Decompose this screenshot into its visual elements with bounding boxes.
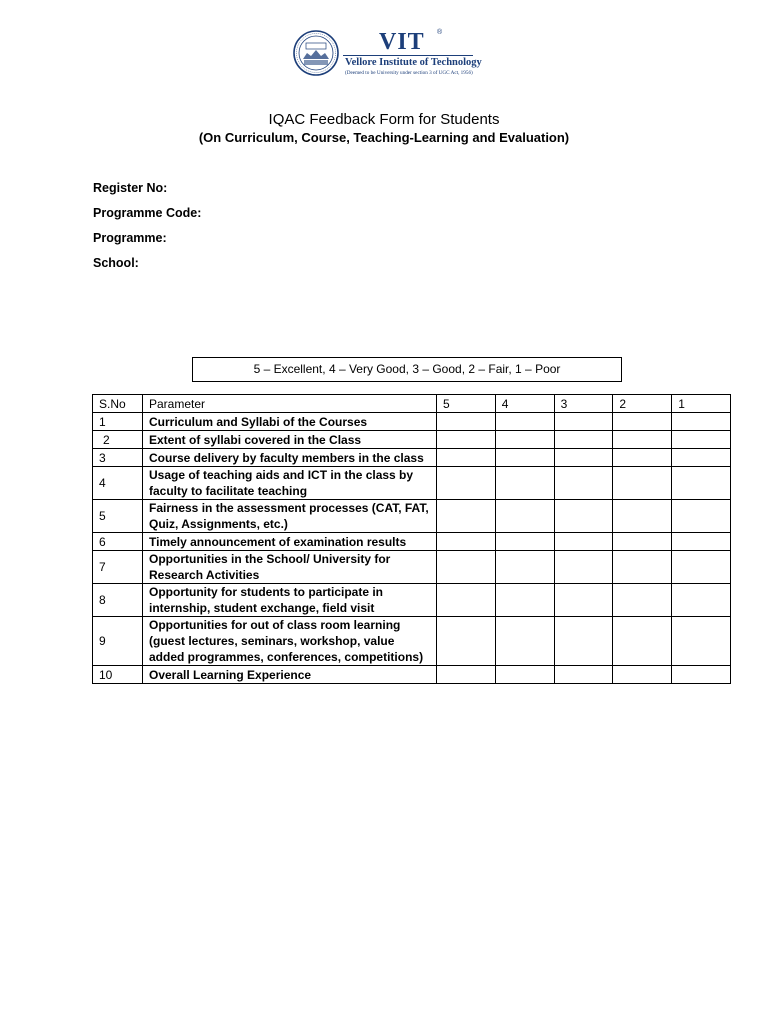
rating-cell-4[interactable]	[495, 533, 554, 551]
rating-cell-5[interactable]	[437, 449, 496, 467]
header-rating-4: 4	[495, 395, 554, 413]
row-parameter: Usage of teaching aids and ICT in the class by faculty to facilitate teaching	[143, 467, 437, 500]
logo-institute-name: Vellore Institute of Technology	[345, 57, 482, 68]
rating-cell-3[interactable]	[554, 666, 613, 684]
table-row	[93, 467, 731, 500]
logo-mark: VIT	[379, 29, 425, 55]
logo-deemed-note: (Deemed to be University under section 3 of UGC Act, 1956)	[345, 70, 473, 76]
field-programme-code: Programme Code:	[93, 206, 202, 220]
rating-cell-1[interactable]	[672, 666, 731, 684]
rating-cell-3[interactable]	[554, 413, 613, 431]
rating-cell-3[interactable]	[554, 617, 613, 666]
rating-cell-3[interactable]	[554, 467, 613, 500]
rating-cell-4[interactable]	[495, 551, 554, 584]
table-row	[93, 533, 731, 551]
field-programme: Programme:	[93, 231, 167, 245]
rating-legend: 5 – Excellent, 4 – Very Good, 3 – Good, 2 – Fair, 1 – Poor	[192, 357, 622, 382]
form-title: IQAC Feedback Form for Students	[268, 111, 500, 128]
row-parameter: Course delivery by faculty members in the class	[143, 449, 437, 467]
rating-cell-5[interactable]	[437, 500, 496, 533]
row-sno: 3	[93, 449, 143, 467]
rating-cell-3[interactable]	[554, 551, 613, 584]
row-sno: 2	[93, 431, 143, 449]
rating-cell-2[interactable]	[613, 449, 672, 467]
rating-cell-1[interactable]	[672, 500, 731, 533]
rating-cell-5[interactable]	[437, 413, 496, 431]
row-parameter: Curriculum and Syllabi of the Courses	[143, 413, 437, 431]
table-row	[93, 431, 731, 449]
table-row	[93, 666, 731, 684]
row-parameter: Opportunities in the School/ University for Research Activities	[143, 551, 437, 584]
row-sno: 8	[93, 584, 143, 617]
row-parameter: Extent of syllabi covered in the Class	[143, 431, 437, 449]
rating-cell-1[interactable]	[672, 467, 731, 500]
row-sno: 7	[93, 551, 143, 584]
row-sno: 9	[93, 617, 143, 666]
header-rating-5: 5	[437, 395, 496, 413]
header-rating-2: 2	[613, 395, 672, 413]
header-rating-1: 1	[672, 395, 731, 413]
rating-cell-3[interactable]	[554, 431, 613, 449]
vit-logo	[293, 29, 482, 81]
rating-cell-1[interactable]	[672, 617, 731, 666]
rating-cell-2[interactable]	[613, 413, 672, 431]
rating-cell-5[interactable]	[437, 584, 496, 617]
rating-cell-4[interactable]	[495, 413, 554, 431]
field-school: School:	[93, 256, 139, 270]
rating-cell-3[interactable]	[554, 449, 613, 467]
rating-cell-2[interactable]	[613, 584, 672, 617]
rating-cell-2[interactable]	[613, 500, 672, 533]
rating-cell-5[interactable]	[437, 551, 496, 584]
row-parameter: Opportunity for students to participate in internship, student exchange, field visit	[143, 584, 437, 617]
rating-cell-4[interactable]	[495, 467, 554, 500]
rating-cell-1[interactable]	[672, 533, 731, 551]
rating-cell-4[interactable]	[495, 584, 554, 617]
rating-cell-1[interactable]	[672, 551, 731, 584]
row-sno: 6	[93, 533, 143, 551]
rating-cell-3[interactable]	[554, 500, 613, 533]
logo-divider	[343, 55, 473, 56]
row-parameter: Overall Learning Experience	[143, 666, 437, 684]
rating-cell-2[interactable]	[613, 431, 672, 449]
row-parameter: Timely announcement of examination results	[143, 533, 437, 551]
rating-cell-4[interactable]	[495, 617, 554, 666]
table-row	[93, 449, 731, 467]
rating-cell-5[interactable]	[437, 431, 496, 449]
row-sno: 4	[93, 467, 143, 500]
rating-cell-4[interactable]	[495, 666, 554, 684]
header-sno: S.No	[93, 395, 143, 413]
feedback-table	[92, 394, 731, 684]
table-row	[93, 617, 731, 666]
university-seal-icon	[293, 29, 339, 77]
header-rating-3: 3	[554, 395, 613, 413]
rating-cell-2[interactable]	[613, 617, 672, 666]
rating-cell-3[interactable]	[554, 533, 613, 551]
header-parameter: Parameter	[143, 395, 437, 413]
rating-cell-4[interactable]	[495, 500, 554, 533]
rating-cell-2[interactable]	[613, 666, 672, 684]
row-parameter: Opportunities for out of class room learning (guest lectures, seminars, workshop, value added programmes, conferences, competitions)	[143, 617, 437, 666]
row-sno: 1	[93, 413, 143, 431]
rating-cell-2[interactable]	[613, 533, 672, 551]
rating-cell-3[interactable]	[554, 584, 613, 617]
table-header-row	[93, 395, 731, 413]
rating-cell-5[interactable]	[437, 533, 496, 551]
rating-cell-4[interactable]	[495, 449, 554, 467]
rating-cell-5[interactable]	[437, 666, 496, 684]
rating-cell-5[interactable]	[437, 467, 496, 500]
rating-cell-1[interactable]	[672, 431, 731, 449]
field-register-no: Register No:	[93, 181, 168, 195]
table-row	[93, 500, 731, 533]
row-parameter: Fairness in the assessment processes (CAT, FAT, Quiz, Assignments, etc.)	[143, 500, 437, 533]
logo-registered-mark: ®	[437, 29, 443, 36]
rating-cell-4[interactable]	[495, 431, 554, 449]
table-row	[93, 413, 731, 431]
rating-cell-2[interactable]	[613, 551, 672, 584]
row-sno: 5	[93, 500, 143, 533]
rating-cell-5[interactable]	[437, 617, 496, 666]
rating-cell-1[interactable]	[672, 449, 731, 467]
form-subtitle: (On Curriculum, Course, Teaching-Learning and Evaluation)	[198, 130, 570, 145]
table-row	[93, 584, 731, 617]
rating-cell-1[interactable]	[672, 584, 731, 617]
row-sno: 10	[93, 666, 143, 684]
rating-cell-1[interactable]	[672, 413, 731, 431]
table-row	[93, 551, 731, 584]
rating-cell-2[interactable]	[613, 467, 672, 500]
